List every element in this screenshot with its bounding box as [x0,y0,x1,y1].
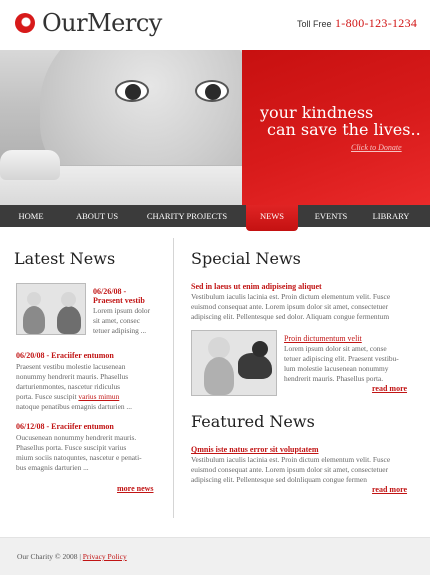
kids-playing-photo[interactable] [16,283,86,335]
featured-news-title: Featured News [191,412,315,431]
news-1-date: 06/26/08 - [93,287,127,296]
special-news-read-more[interactable]: read more [372,384,408,393]
slogan-line-2: can save the lives.. [267,120,421,139]
girl-rocking-horse-photo[interactable] [191,330,277,396]
featured-news-headline[interactable]: Qmnis iste natus error sit voluptatem [191,445,319,454]
tollfree-number: 1-800-123-1234 [335,16,418,30]
slogan-line-1: your kindness [260,103,374,122]
news-3-headline[interactable]: 06/12/08 - Eraciifer entumon [16,422,114,431]
news-2-headline[interactable]: 06/20/08 - Eraciifer entumon [16,351,114,360]
nav-news[interactable]: NEWS [246,205,298,231]
tollfree-label: Toll Free [297,19,332,29]
news-1-headline[interactable]: Praesent vestib [93,296,145,305]
banner [0,50,430,205]
logo-icon[interactable] [15,13,35,33]
banner-slogan-panel [242,50,430,205]
privacy-policy-link[interactable]: Privacy Policy [82,552,127,561]
more-news-link[interactable]: more news [117,484,154,493]
donate-link[interactable]: Click to Donate [351,143,402,152]
footer [0,537,430,575]
news-3-text: Oucusenean nonummy hendrerit mauris. Phasellus porta. Fusce suscipit varius mium sociis natoquntes, nascetur e penati- bus emagnis darturien ... [16,433,142,472]
header [0,0,430,50]
eye-left-image [115,80,149,102]
nav-home[interactable]: HOME [18,211,44,221]
footer-copyright: Our Charity © 2008 | Privacy Policy [17,552,127,561]
featured-news-read-more[interactable]: read more [372,485,408,494]
banner-photo [0,50,242,205]
logo-text[interactable]: OurMercy [42,9,162,37]
nav-events[interactable]: EVENTS [314,211,348,221]
nav-about-us[interactable]: ABOUT US [75,211,119,221]
news-2-text: Praesent vestibu molestie lacusenean nonummy hendrerit mauris. Phasellus darturienmontes, nascetur ridiculus porta. Fusce suscipit varius mimun natoque penatibus emagnis darturien ... [16,362,132,411]
nav-library[interactable]: LIBRARY [372,211,410,221]
featured-news-text: Vestibulum iaculis lacinia est. Proin dictum elementum velit. Fusce euismod consequat ante. Lorem ipsum dolor sit amet, consectetuer adipiscing elit. Pellentesque sed dolnliquam congue fermen [191,455,391,484]
eye-right-image [195,80,229,102]
special-news-2-headline[interactable]: Proin dictumentum velit [284,334,362,343]
latest-news-title: Latest News [14,249,116,268]
main-nav [0,205,430,227]
special-news-headline[interactable]: Sed in laeus ut enim adipiseing aliquet [191,282,322,291]
nav-charity-projects[interactable]: CHARITY PROJECTS [146,211,228,221]
news-1-text: Lorem ipsum dolor sit amet, consec tetuer adipising ... [93,306,151,335]
special-news-2-text: Lorem ipsum dolor sit amet, conse tetuer adipiscing elit. Praesent vestibu- lum molestie lacusenean nonummy hendrerit mauris. Phasellus porta. [284,344,399,383]
varius-mimun-link[interactable]: varius mimun [78,392,120,401]
special-news-title: Special News [191,249,301,268]
special-news-text: Vestibulum iaculis lacinia est. Proin dictum elementum velit. Fusce euismod consequat ante. Lorem ipsum dolor sit amet, consectetuer adipiscing elit. Pellentesque sed dolor. Aliquam congue fermentum [191,292,391,321]
hand-image [0,150,60,180]
column-divider [173,238,174,518]
